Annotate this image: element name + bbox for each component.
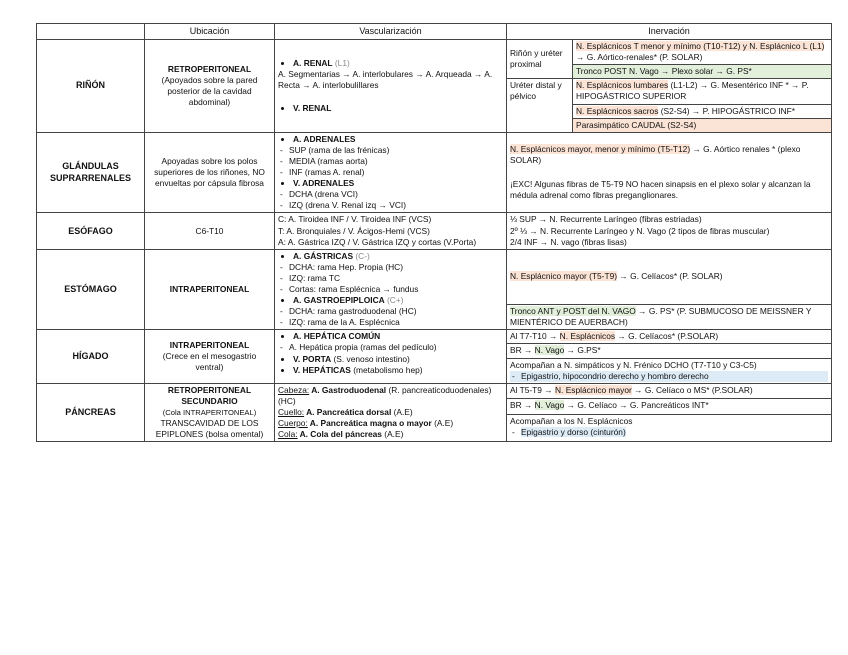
inerv-cell (507, 399, 832, 414)
list-item: - DCHA: rama Hep. Propia (HC) (278, 262, 503, 273)
inerv-text: → G. Aórtico renales * (plexo SOLAR) (510, 144, 801, 166)
inerv-text: → Plexo solar → G. PS* (658, 66, 752, 77)
vasc-esofago (275, 213, 507, 249)
art-name: A. Cola del páncreas (297, 429, 382, 440)
ubi-bold: RETROPERITONEAL (167, 63, 252, 74)
sub-ureter-distal: Uréter distal y pélvico (507, 79, 573, 132)
level: (C-) (355, 250, 370, 261)
part: Cabeza: (278, 384, 310, 395)
part: Cuello: (278, 406, 305, 417)
ubi-text: TRANSCAVIDAD DE LOS EPIPLONES (bolsa omental) (155, 418, 264, 440)
list-item: - INF (ramas A. renal) (278, 167, 503, 178)
list-item: 2/4 INF → N. vago (fibras lisas) (510, 236, 627, 247)
inerv-text: Acompañan a los N. Esplácnicos (510, 415, 633, 426)
vasc-text: A. Segmentarias → A. interlobulares → A. Arqueada → A. Recta → A. interlobulillares (278, 68, 493, 90)
list-item: 2º ⅓ → N. Recurrente Laríngeo y N. Vago (2 tipos de fibras muscular) (510, 225, 770, 236)
inerv-text: Acompañan a N. simpáticos y N. Frénico DCHO (T7-T10 y C3-C5) (510, 359, 757, 370)
header-row (37, 24, 832, 40)
organ-estomago: ESTÓMAGO (37, 249, 145, 330)
header-inervacion: Inervación (507, 24, 832, 40)
list-item: A: A. Gástrica IZQ / V. Gástrica IZQ y cortas (V.Porta) (278, 236, 477, 247)
vasc-higado (275, 330, 507, 383)
inerv-text: → G. Aórtico-renales* (P. SOLAR) (576, 52, 703, 63)
list-item: - Cortas: rama Esplécnica → fundus (278, 284, 503, 295)
hl: N. Esplácnicos sacros (576, 105, 659, 116)
inerv-cell (507, 249, 832, 304)
ubi-text: (Crece en el mesogastrio ventral) (162, 350, 257, 373)
inerv-text: → G. Celíacos* (P.SOLAR) (615, 331, 719, 342)
anatomy-table (36, 23, 832, 442)
inerv-text: → G. PS* (P. SUBMUCOSO DE MEISSNER Y MIENTÉRICO DE AUERBACH) (510, 305, 812, 328)
inerv-cell (573, 104, 832, 118)
inerv-cell (573, 65, 832, 79)
vein-name: V. PORTA (293, 353, 332, 364)
inerv-text: (S2-S4) (665, 119, 697, 130)
hl: N. Vago (534, 400, 565, 411)
vein-item (293, 365, 503, 376)
ubicacion-suprarrenales: Apoyadas sobre los polos superiores de los riñones, NO envueltas por cápsula fibrosa (145, 132, 275, 213)
hl: Tronco POST N. Vago (576, 66, 659, 77)
part: Cola: (278, 429, 298, 440)
organ-higado: HÍGADO (37, 330, 145, 383)
inerv-suprarrenales (507, 132, 832, 213)
inerv-cell (573, 40, 832, 65)
level: (C+) (387, 295, 404, 306)
header-empty (37, 24, 145, 40)
list-item: - SUP (rama de las frénicas) (278, 145, 503, 156)
ubicacion-rinon (145, 40, 275, 133)
art-name: A. RENAL (293, 57, 333, 68)
ubicacion-higado (145, 330, 275, 383)
art-name: • A. HEPÁTICA COMÚN (293, 331, 503, 342)
ubicacion-estomago: INTRAPERITONEAL (145, 249, 275, 330)
vasc-pancreas (275, 383, 507, 441)
list-item (510, 427, 828, 438)
ubi-text: (Apoyados sobre la pared posterior de la cavidad abdominal) (161, 74, 258, 108)
row-estomago (37, 249, 832, 304)
inerv-text: BR → (510, 400, 535, 411)
list-item: T: A. Bronquiales / V. Ácigos-Hemi (VCS) (278, 225, 430, 236)
art-text: (A.E) (431, 418, 454, 428)
vasc-estomago (275, 249, 507, 330)
list-item: ⅓ SUP → N. Recurrente Laríngeo (fibras estriadas) (510, 214, 702, 225)
list-item: - MEDIA (ramas aorta) (278, 156, 503, 167)
organ-pancreas: PÁNCREAS (37, 383, 145, 441)
part: Cuerpo: (278, 418, 308, 428)
art-name: A. Gastroduodenal (309, 384, 387, 395)
row-pancreas (37, 383, 832, 398)
art-name: A. GÁSTRICAS (293, 250, 354, 261)
inerv-text: Al T5-T9 → (510, 384, 555, 395)
inerv-cell (573, 118, 832, 132)
vein-text: (S. venoso intestino) (331, 353, 410, 364)
hl: N. Esplácnicos mayor, menor y mínimo (T5-T12) (510, 144, 691, 155)
vein-name: • V. RENAL (293, 103, 503, 114)
inerv-text: (S2-S4) → P. HIPOGÁSTRICO INF* (658, 105, 796, 116)
inerv-cell (507, 414, 832, 442)
inerv-esofago (507, 213, 832, 249)
inerv-cell (507, 330, 832, 344)
inerv-text: (L1-L2) → G. Mesentérico INF * → P. HIPOGÁSTRICO SUPERIOR (576, 80, 809, 102)
exception-note: ¡EXC! Algunas fibras de T5-T9 NO hacen sinapsis en el plexo solar y alcanzan la médula adrenal como fibras preganglionares. (510, 178, 811, 200)
list-item: - A. Hepática propia (ramas del pedículo) (278, 342, 503, 353)
inerv-cell (507, 383, 832, 398)
inerv-cell (507, 344, 832, 358)
hl: N. Esplácnicos T menor y mínimo (T10-T12) y N. Esplácnico L (L1) (576, 41, 825, 52)
row-esofago (37, 213, 832, 249)
hl: Epigastrio y dorso (cinturón) (521, 426, 626, 437)
art-item (293, 251, 503, 262)
row-higado (37, 330, 832, 344)
row-rinon (37, 40, 832, 65)
vein-item (293, 354, 503, 365)
ubi-small: (Cola INTRAPERITONEAL) (162, 407, 257, 417)
header-ubicacion: Ubicación (145, 24, 275, 40)
inerv-cell (507, 358, 832, 383)
list-item: - DCHA (drena VCI) (278, 189, 503, 200)
art-name: A. Pancreática magna o mayor (307, 418, 432, 428)
art-item (293, 295, 503, 306)
vasc-item (293, 58, 503, 69)
header-vascularizacion: Vascularización (275, 24, 507, 40)
inerv-text: Al T7-T10 → (510, 331, 560, 342)
ubi-bold: RETROPERITONEAL SECUNDARIO (167, 384, 252, 406)
vasc-item (278, 418, 503, 429)
inerv-text: BR → (510, 345, 535, 356)
list-item: C: A. Tiroidea INF / V. Tiroidea INF (VCS) (278, 214, 432, 225)
vein-text: (metabolismo hep) (350, 364, 423, 375)
vasc-item (278, 407, 503, 418)
list-item: - IZQ: rama TC (278, 273, 503, 284)
vein-name: V. HEPÁTICAS (293, 364, 351, 375)
vasc-rinon (275, 40, 507, 133)
hl: N. Esplácnico mayor (555, 384, 632, 395)
list-item: - DCHA: rama gastroduodenal (HC) (278, 306, 503, 317)
hl: N. Esplácnico mayor (T5-T9) (510, 271, 618, 282)
level: (L1) (334, 57, 350, 68)
art-text: (A.E) (381, 429, 404, 440)
list-item: - IZQ (drena V. Renal izq → VCI) (278, 200, 503, 211)
vein-name: • V. ADRENALES (293, 178, 503, 189)
inerv-cell (507, 304, 832, 330)
vasc-item (278, 385, 503, 407)
list-item: - IZQ: rama de la A. Esplécnica (278, 317, 503, 328)
inerv-text: → G. Celíaco o MS* (P.SOLAR) (631, 384, 753, 395)
hl: Parasimpático CAUDAL (576, 119, 666, 130)
art-text: (R. pancreaticoduodenales) (HC) (278, 384, 492, 406)
ubicacion-pancreas (145, 383, 275, 441)
art-name: • A. ADRENALES (293, 134, 503, 145)
sub-rinon-proximal: Riñón y uréter proximal (507, 40, 573, 79)
hl: Tronco ANT y POST del N. VAGO (510, 305, 636, 316)
vasc-item (278, 429, 503, 440)
organ-suprarrenales: GLÁNDULAS SUPRARRENALES (37, 132, 145, 213)
inerv-cell (573, 79, 832, 104)
art-name: A. Pancreática dorsal (304, 406, 392, 417)
vasc-suprarrenales (275, 132, 507, 213)
organ-rinon: RIÑÓN (37, 40, 145, 133)
art-name: A. GASTROEPIPLOICA (293, 295, 385, 306)
row-suprarrenales (37, 132, 832, 213)
inerv-text: → G. Celíaco → G. Pancreáticos INT* (564, 400, 709, 411)
ubicacion-esofago: C6-T10 (145, 213, 275, 249)
ubi-bold: INTRAPERITONEAL (169, 339, 250, 350)
art-text: (A.E) (391, 406, 413, 417)
hl: N. Esplácnicos (559, 331, 616, 342)
organ-esofago: ESÓFAGO (37, 213, 145, 249)
hl: N. Esplácnicos lumbares (576, 80, 669, 91)
inerv-text: → G. Celíacos* (P. SOLAR) (617, 271, 723, 282)
hl: N. Vago (534, 345, 565, 356)
inerv-text: → G.PS* (564, 345, 601, 356)
list-item: - Epigastrio, hipocondrio derecho y hombro derecho (510, 371, 828, 382)
